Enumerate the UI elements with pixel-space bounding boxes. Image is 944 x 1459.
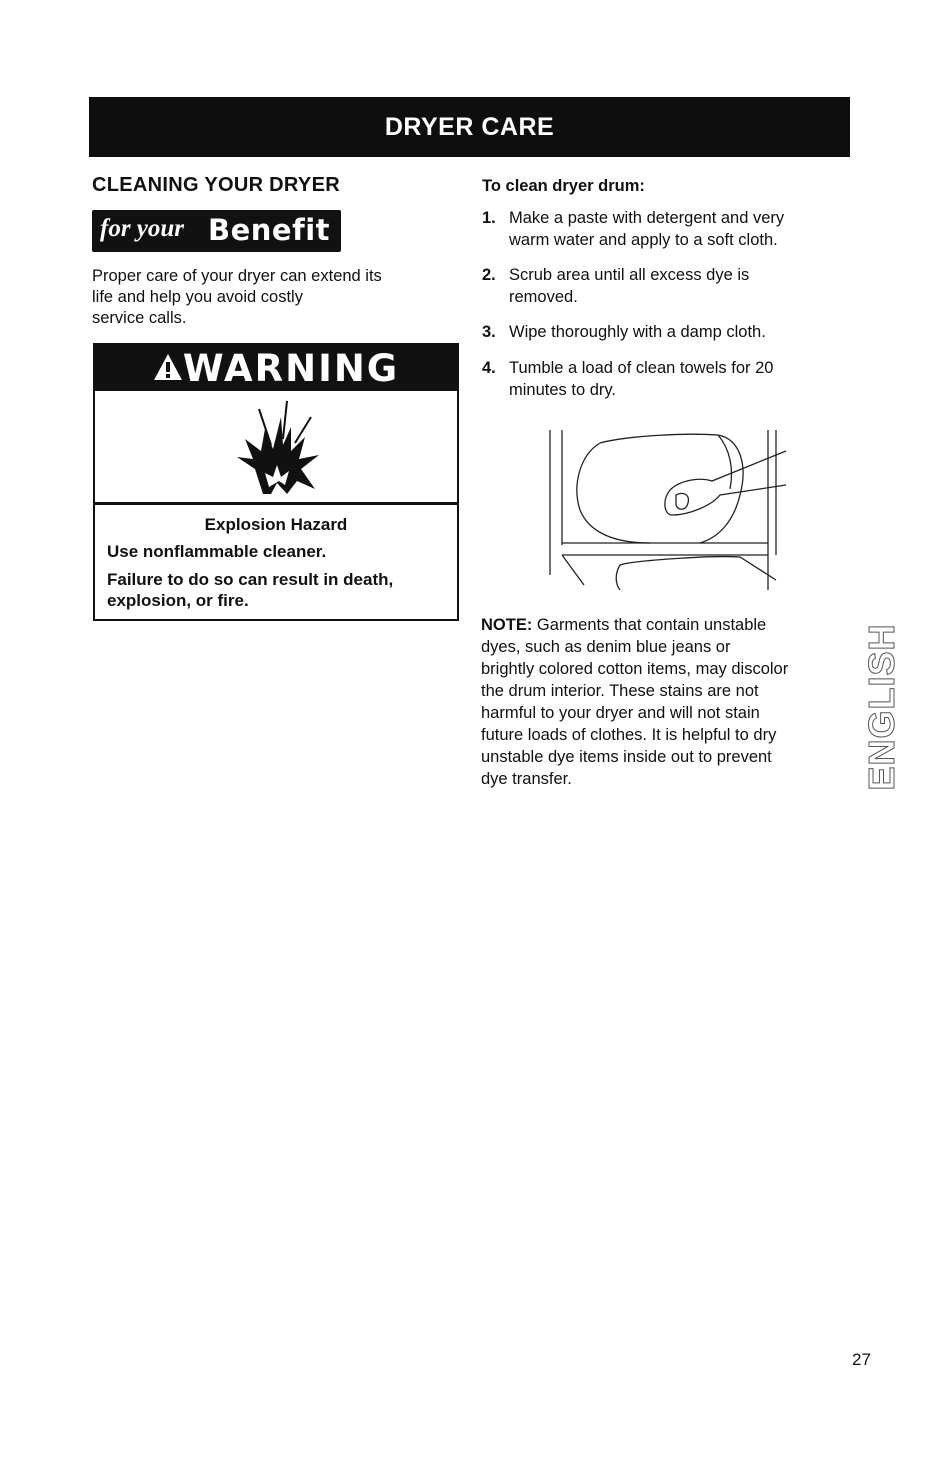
step-text: minutes to dry. [509,381,616,399]
step-item [482,357,852,401]
warning-box [93,343,459,621]
step-number: 3. [482,323,496,341]
step-text: Wipe thoroughly with a damp cloth. [509,323,766,341]
explosion-icon [225,399,335,499]
page-number: 27 [852,1350,871,1369]
step-text: warm water and apply to a soft cloth. [509,231,778,249]
header-bar [89,97,850,157]
step-text: removed. [509,288,578,306]
step-text: Scrub area until all excess dye is [509,266,750,284]
hazard-line: explosion, or fire. [107,591,249,610]
language-side-tab [845,612,902,802]
note-text: harmful to your dryer and will not stain [481,704,760,722]
intro-line: service calls. [92,309,187,327]
language-tab-text: ENGLISH [861,623,902,791]
note-text: dye transfer. [481,770,572,788]
page-title: DRYER CARE [384,113,555,141]
hazard-line: Failure to do so can result in death, [107,570,394,589]
step-number: 4. [482,359,496,377]
warning-header [95,345,457,391]
dryer-drum-illustration [540,425,790,590]
intro-text [92,266,457,329]
step-item [482,321,852,343]
warning-triangle-icon [153,353,183,381]
step-text: Make a paste with detergent and very [509,209,785,227]
note-text: Garments that contain unstable [532,616,767,634]
warning-title-text: WARNING [182,347,400,390]
section-heading: CLEANING YOUR DRYER [92,174,340,196]
step-item [482,207,852,251]
benefit-badge [92,210,341,252]
intro-line: life and help you avoid costly [92,288,303,306]
note [481,614,856,790]
note-text: the drum interior. These stains are not [481,682,759,700]
note-text: brightly colored cotton items, may discolor [481,660,789,678]
benefit-main: Benefit [208,213,331,247]
note-text: dyes, such as denim blue jeans or [481,638,731,656]
note-text: future loads of clothes. It is helpful to dry [481,726,777,744]
hazard-line: Use nonflammable cleaner. [107,542,327,561]
hazard-title: Explosion Hazard [204,515,348,534]
note-label: NOTE: [481,616,533,634]
steps-heading: To clean dryer drum: [482,177,645,195]
note-text: unstable dye items inside out to prevent [481,748,772,766]
step-number: 2. [482,266,496,284]
step-number: 1. [482,209,496,227]
benefit-prefix: for your [100,215,185,242]
step-text: Tumble a load of clean towels for 20 [509,359,774,377]
warning-divider [95,502,457,505]
intro-line: Proper care of your dryer can extend its [92,267,382,285]
warning-title [95,347,457,390]
step-item [482,264,852,308]
